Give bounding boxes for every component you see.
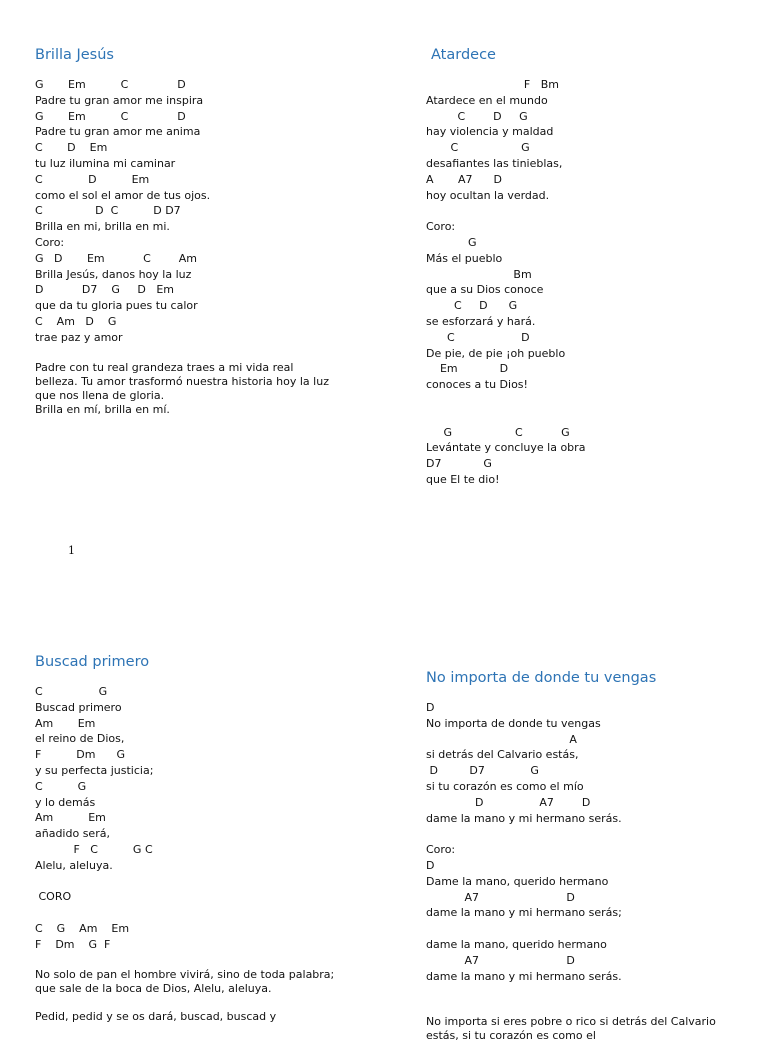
lyric-line: G xyxy=(426,235,477,249)
song-lines xyxy=(35,77,345,346)
lyric-line: C G xyxy=(35,779,87,793)
lyric-line: Em D xyxy=(426,362,509,376)
lyric-line: G Em C D xyxy=(35,109,186,123)
lyric-line: D D7 G D Em xyxy=(35,283,175,297)
lyric-line: G Em C D xyxy=(35,78,186,91)
lyric-line: D7 G xyxy=(426,457,492,471)
lyric-line: C Am D G xyxy=(35,314,117,328)
lyric-line: D D7 G xyxy=(426,764,539,778)
lyric-line: Padre tu gran amor me anima xyxy=(35,125,201,139)
song-no-importa xyxy=(426,668,746,1044)
lyric-line xyxy=(35,905,345,921)
lyric-line: G C G xyxy=(426,425,570,439)
lyric-line: F Dm G xyxy=(35,748,125,762)
lyric-line: Am Em xyxy=(35,716,96,730)
lyric-line: F Bm xyxy=(426,78,559,91)
lyric-line: añadido será, xyxy=(35,827,110,841)
lyric-line: CORO xyxy=(35,890,72,904)
lyric-line xyxy=(426,984,746,1000)
song-title: Brilla Jesús xyxy=(35,47,114,63)
lyric-line: Padre tu gran amor me inspira xyxy=(35,93,204,107)
lyric-line: que El te dio! xyxy=(426,472,500,486)
lyric-line: y su perfecta justicia; xyxy=(35,763,154,777)
lyric-line: Más el pueblo xyxy=(426,251,503,265)
lyric-line: Brilla Jesús, danos hoy la luz xyxy=(35,267,192,281)
lyric-line: C D Em xyxy=(35,141,108,155)
song-buscad-primero xyxy=(35,652,345,1024)
lyric-line: C G xyxy=(35,685,108,698)
lyric-line: tu luz ilumina mi caminar xyxy=(35,156,176,170)
paragraph-line: Padre con tu real grandeza traes a mi vida real belleza. Tu amor trasformó nuestra historia hoy la luz que nos llena de gloria. xyxy=(35,360,329,402)
lyric-line: dame la mano y mi hermano serás; xyxy=(426,906,622,920)
lyric-line: Am Em xyxy=(35,811,106,825)
lyric-line: dame la mano y mi hermano serás. xyxy=(426,969,622,983)
lyric-line: hay violencia y maldad xyxy=(426,125,554,139)
lyric-line: Alelu, aleluya. xyxy=(35,858,113,872)
lyric-line: que a su Dios conoce xyxy=(426,283,544,297)
lyric-line: A xyxy=(426,732,577,746)
lyric-line: Brilla en mi, brilla en mi. xyxy=(35,220,170,234)
lyric-line: hoy ocultan la verdad. xyxy=(426,188,550,202)
lyric-line: dame la mano, querido hermano xyxy=(426,937,607,951)
lyric-line: D A7 D xyxy=(426,795,591,809)
lyric-line xyxy=(426,409,736,425)
song-paragraph xyxy=(35,361,335,418)
lyric-line: si tu corazón es como el mío xyxy=(426,779,584,793)
paragraph-line: Brilla en mí, brilla en mí. xyxy=(35,403,170,417)
lyric-line: A A7 D xyxy=(426,172,502,186)
lyric-line: G D Em C Am xyxy=(35,251,197,265)
lyric-line: C D G xyxy=(426,109,528,123)
lyric-line: se esforzará y hará. xyxy=(426,314,536,328)
lyric-line: Buscad primero xyxy=(35,700,122,714)
lyric-line: el reino de Dios, xyxy=(35,732,125,746)
lyric-line: Coro: xyxy=(35,235,65,249)
lyric-line: Dame la mano, querido hermano xyxy=(426,874,609,888)
song-lines xyxy=(35,684,345,953)
lyric-line: C D xyxy=(426,330,530,344)
song-paragraph xyxy=(426,1015,726,1043)
song-title: No importa de donde tu vengas xyxy=(426,670,657,686)
lyric-line: si detrás del Calvario estás, xyxy=(426,748,579,762)
lyric-line: C D Em xyxy=(35,172,150,186)
lyric-line: Coro: xyxy=(426,843,456,857)
lyric-line: F C G C xyxy=(35,842,153,856)
lyric-line: C G Am Em xyxy=(35,921,130,935)
song-atardece xyxy=(426,45,736,488)
lyric-line: Atardece en el mundo xyxy=(426,93,548,107)
lyric-line: desafiantes las tinieblas, xyxy=(426,156,563,170)
lyric-line: trae paz y amor xyxy=(35,330,123,344)
lyric-line: C D G xyxy=(426,299,518,313)
song-lines xyxy=(426,77,736,488)
lyric-line: como el sol el amor de tus ojos. xyxy=(35,188,211,202)
lyric-line: F Dm G F xyxy=(35,937,111,951)
lyric-line xyxy=(426,203,736,219)
lyric-line xyxy=(426,921,746,937)
lyric-line: dame la mano y mi hermano serás. xyxy=(426,811,622,825)
song-title: Atardece xyxy=(431,47,496,63)
song-lines xyxy=(426,700,746,1000)
lyric-line: D xyxy=(426,858,435,872)
song-title: Buscad primero xyxy=(35,654,150,670)
lyric-line: C G xyxy=(426,141,530,155)
lyric-line: que da tu gloria pues tu calor xyxy=(35,299,198,313)
lyric-line: Coro: xyxy=(426,220,456,234)
lyric-line: y lo demás xyxy=(35,795,96,809)
song-paragraph xyxy=(35,968,335,1025)
paragraph-line: No solo de pan el hombre vivirá, sino de toda palabra; que sale de la boca de Dios, Alelu, aleluya. xyxy=(35,967,335,995)
lyric-line xyxy=(35,874,345,890)
page-number: 1 xyxy=(68,544,75,557)
lyric-line: D xyxy=(426,701,435,714)
paragraph-line: Pedid, pedid y se os dará, buscad, buscad y xyxy=(35,1009,277,1023)
paragraph-line xyxy=(35,996,335,1010)
lyric-line: Levántate y concluye la obra xyxy=(426,441,586,455)
lyric-line: A7 D xyxy=(426,953,575,967)
song-brilla-jesus xyxy=(35,45,345,417)
lyric-line: conoces a tu Dios! xyxy=(426,378,528,392)
lyric-line: C D C D D7 xyxy=(35,204,181,218)
lyric-line: De pie, de pie ¡oh pueblo xyxy=(426,346,566,360)
paragraph-line: No importa si eres pobre o rico si detrás del Calvario estás, si tu corazón es como el xyxy=(426,1015,716,1043)
lyric-line: Bm xyxy=(426,267,532,281)
lyric-line xyxy=(426,826,746,842)
lyric-line: No importa de donde tu vengas xyxy=(426,716,601,730)
lyric-line xyxy=(426,393,736,409)
lyric-line: A7 D xyxy=(426,890,575,904)
